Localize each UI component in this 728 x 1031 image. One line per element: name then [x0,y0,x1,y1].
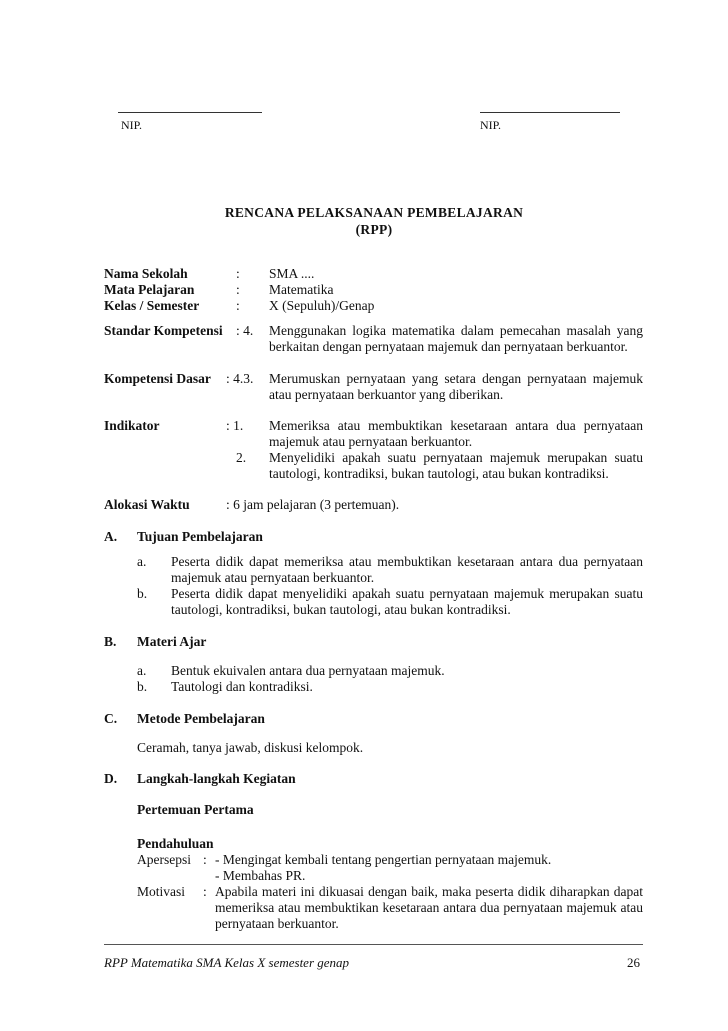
first-meeting-heading: Pertemuan Pertama [137,802,254,817]
section-d-letter: D. [104,771,118,786]
school-name-value: SMA .... [269,266,315,281]
page-number: 26 [627,955,640,970]
right-signature-line [480,112,620,113]
motivation-line3: pernyataan berkuantor. [215,916,339,931]
standard-competency-number: : 4. [236,323,254,338]
time-allocation-value: : 6 jam pelajaran (3 pertemuan). [226,497,400,512]
objective-a-line1: Peserta didik dapat memeriksa atau membuktikan kesetaraan antara dua pernyataan [171,554,643,569]
indicator-1-line1: Memeriksa atau membuktikan kesetaraan antara dua pernyataan [269,418,643,433]
apersepsi-item-1: - Mengingat kembali tentang pengertian pernyataan majemuk. [215,852,552,867]
indicator-number-2: 2. [236,450,247,465]
section-b-letter: B. [104,634,117,649]
objective-a-letter: a. [137,554,147,569]
footer-rule [104,944,643,945]
motivation-label: Motivasi [137,884,186,899]
material-b-text: Tautologi dan kontradiksi. [171,679,313,694]
school-name-colon: : [236,266,240,281]
objective-b-line1: Peserta didik dapat menyelidiki apakah suatu pernyataan majemuk merupakan suatu [171,586,643,601]
basic-competency-number: : 4.3. [226,371,254,386]
footer-text: RPP Matematika SMA Kelas X semester genap [104,955,350,970]
apersepsi-label: Apersepsi [137,852,191,867]
document-subtitle: (RPP) [355,222,393,237]
school-name-label: Nama Sekolah [104,266,188,281]
class-semester-colon: : [236,298,240,313]
motivation-colon: : [203,884,207,899]
material-a-text: Bentuk ekuivalen antara dua pernyataan majemuk. [171,663,445,678]
indicator-2-line2: tautologi, kontradiksi, bukan tautologi, atau bukan kontradiksi. [269,466,609,481]
basic-competency-line1: Merumuskan pernyataan yang setara dengan pernyataan majemuk [269,371,643,386]
section-a-heading: Tujuan Pembelajaran [137,529,263,544]
section-d-heading: Langkah-langkah Kegiatan [137,771,296,786]
indicator-number-1: : 1. [226,418,244,433]
subject-label: Mata Pelajaran [104,282,195,297]
objective-b-line2: tautologi, kontradiksi, bukan tautologi, atau bukan kontradiksi. [171,602,511,617]
class-semester-value: X (Sepuluh)/Genap [269,298,375,313]
apersepsi-colon: : [203,852,207,867]
introduction-heading: Pendahuluan [137,836,214,851]
objective-a-line2: majemuk atau pernyataan berkuantor. [171,570,375,585]
basic-competency-line2: atau pernyataan berkuantor yang diberikan. [269,387,504,402]
right-nip-label: NIP. [480,118,502,132]
indicator-label: Indikator [104,418,160,433]
material-b-letter: b. [137,679,148,694]
standard-competency-line1: Menggunakan logika matematika dalam pemecahan masalah yang [269,323,643,338]
left-signature-line [118,112,262,113]
standard-competency-label: Standar Kompetensi [104,323,223,338]
motivation-line1: Apabila materi ini dikuasai dengan baik, maka peserta didik diharapkan dapat [215,884,643,899]
time-allocation-label: Alokasi Waktu [104,497,190,512]
subject-colon: : [236,282,240,297]
section-c-letter: C. [104,711,118,726]
section-a-letter: A. [104,529,118,544]
method-text: Ceramah, tanya jawab, diskusi kelompok. [137,740,364,755]
motivation-line2: memeriksa atau membuktikan kesetaraan antara dua pernyataan majemuk atau [215,900,643,915]
section-c-heading: Metode Pembelajaran [137,711,265,726]
indicator-1-line2: majemuk atau pernyataan berkuantor. [269,434,473,449]
subject-value: Matematika [269,282,334,297]
class-semester-label: Kelas / Semester [104,298,200,313]
left-nip-label: NIP. [121,118,143,132]
indicator-2-line1: Menyelidiki apakah suatu pernyataan majemuk merupakan suatu [269,450,643,465]
standard-competency-line2: berkaitan dengan pernyataan majemuk dan pernyataan berkuantor. [269,339,628,354]
basic-competency-label: Kompetensi Dasar [104,371,211,386]
apersepsi-item-2: - Membahas PR. [215,868,306,883]
document-title: RENCANA PELAKSANAAN PEMBELAJARAN [224,205,524,220]
objective-b-letter: b. [137,586,148,601]
section-b-heading: Materi Ajar [137,634,207,649]
material-a-letter: a. [137,663,147,678]
